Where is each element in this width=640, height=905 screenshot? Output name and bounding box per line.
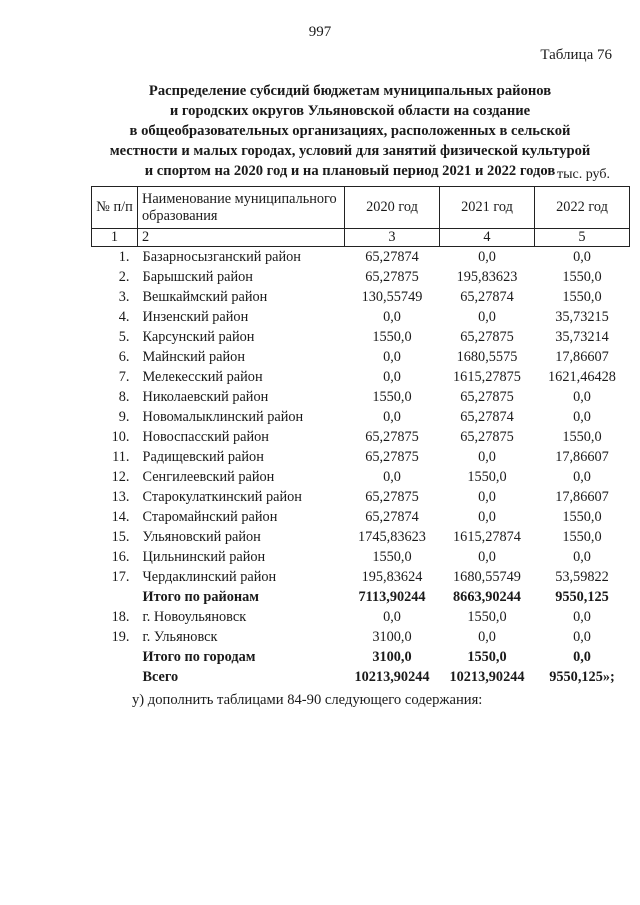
- title-line: и городских округов Ульяновской области на создание: [169, 103, 531, 119]
- row-number: 2.: [118, 269, 130, 285]
- table-row: [92, 387, 630, 407]
- title-line: в общеобразовательных организациях, расположенных в сельской: [129, 123, 571, 139]
- value-2021: 65,27874: [460, 409, 514, 425]
- value-2022: 0,0: [573, 609, 591, 625]
- row-number: 12.: [111, 469, 130, 485]
- value-2022: 17,86607: [555, 349, 609, 365]
- value-2021: 1680,55749: [453, 569, 521, 585]
- row-number: [92, 587, 138, 607]
- row-number: 15.: [111, 529, 130, 545]
- value-2021: 0,0: [478, 449, 496, 465]
- row-name: Старомайнский район: [142, 509, 278, 525]
- value-2020: 0,0: [383, 309, 401, 325]
- value-2020: 3100,0: [372, 629, 412, 645]
- value-2020: 1745,83623: [358, 529, 426, 545]
- table-row: [92, 287, 630, 307]
- row-number: 16.: [111, 549, 130, 565]
- value-2021: 1550,0: [467, 609, 507, 625]
- value-2020: 1550,0: [372, 549, 412, 565]
- table-row: [92, 627, 630, 647]
- row-name: Вешкаймский район: [142, 289, 268, 305]
- column-number: 4: [440, 229, 535, 247]
- value-2022: 0,0: [573, 409, 591, 425]
- row-name: Ульяновский район: [142, 529, 261, 545]
- table-row: [92, 507, 630, 527]
- row-name: г. Ульяновск: [142, 629, 218, 645]
- row-number: 6.: [118, 349, 130, 365]
- row-number: 14.: [111, 509, 130, 525]
- value-2020: 65,27875: [365, 489, 419, 505]
- row-number: 18.: [111, 609, 130, 625]
- row-number: 17.: [111, 569, 130, 585]
- value-2021: 1615,27874: [453, 529, 521, 545]
- value-2022: 35,73215: [555, 309, 609, 325]
- row-name: Чердаклинский район: [142, 569, 277, 585]
- value-2020: 0,0: [383, 609, 401, 625]
- row-name: Инзенский район: [142, 309, 249, 325]
- row-name: Цильнинский район: [142, 549, 266, 565]
- table-row: [92, 427, 630, 447]
- row-number: 3.: [118, 289, 130, 305]
- value-2020: 65,27875: [365, 429, 419, 445]
- row-name: Майнский район: [142, 349, 245, 365]
- table-row: [92, 307, 630, 327]
- value-2021: 65,27875: [460, 429, 514, 445]
- row-number: 7.: [118, 369, 130, 385]
- table-row: [92, 407, 630, 427]
- value-2022: 1621,46428: [548, 369, 616, 385]
- table-row: [92, 247, 630, 268]
- row-name: Мелекесский район: [142, 369, 263, 385]
- value-2021: 8663,90244: [453, 589, 521, 605]
- value-2020: 195,83624: [361, 569, 423, 585]
- row-number: 8.: [118, 389, 130, 405]
- row-number: [92, 667, 138, 687]
- value-2021: 1680,5575: [456, 349, 518, 365]
- value-2021: 65,27875: [460, 329, 514, 345]
- row-name: Базарносызганский район: [142, 249, 301, 265]
- column-number: 3: [345, 229, 440, 247]
- value-2020: 65,27875: [365, 269, 419, 285]
- table-row: [92, 347, 630, 367]
- row-name: Николаевский район: [142, 389, 269, 405]
- value-2020: 0,0: [383, 469, 401, 485]
- value-2022: 35,73214: [555, 329, 609, 345]
- value-2022: 17,86607: [555, 489, 609, 505]
- title-line: Распределение субсидий бюджетам муниципальных районов: [148, 83, 552, 99]
- column-numbers-row: [92, 229, 630, 247]
- table-row: [92, 327, 630, 347]
- header-2020: 2020 год: [345, 187, 440, 229]
- value-2021: 0,0: [478, 509, 496, 525]
- value-2020: 65,27875: [365, 449, 419, 465]
- row-name: Всего: [142, 669, 179, 685]
- value-2022: 0,0: [573, 649, 591, 665]
- row-number: [92, 647, 138, 667]
- value-2021: 10213,90244: [449, 669, 525, 685]
- row-name: Радищевский район: [142, 449, 264, 465]
- value-2020: 3100,0: [372, 649, 412, 665]
- value-2022: 0,0: [573, 249, 591, 265]
- value-2020: 0,0: [383, 369, 401, 385]
- row-name: г. Новоульяновск: [142, 609, 247, 625]
- table-row: [92, 467, 630, 487]
- value-2020: 65,27874: [365, 249, 419, 265]
- table-total-row: [92, 587, 630, 607]
- header-2021: 2021 год: [440, 187, 535, 229]
- header-num: № п/п: [92, 187, 138, 229]
- row-name: Новомалыклинский район: [142, 409, 304, 425]
- value-2022: 53,59822: [555, 569, 609, 585]
- header-2022: 2022 год: [535, 187, 630, 229]
- row-number: 19.: [111, 629, 130, 645]
- value-2020: 1550,0: [372, 389, 412, 405]
- value-2022: 17,86607: [555, 449, 609, 465]
- value-2020: 0,0: [383, 409, 401, 425]
- row-number: 4.: [118, 309, 130, 325]
- table-row: [92, 567, 630, 587]
- value-2022: 9550,125: [555, 589, 609, 605]
- table-row: [92, 547, 630, 567]
- table-body: [92, 247, 630, 688]
- value-2021: 0,0: [478, 629, 496, 645]
- row-name: Итого по районам: [142, 589, 260, 605]
- table-row: [92, 527, 630, 547]
- value-2022: 0,0: [573, 629, 591, 645]
- value-2022: 1550,0: [562, 509, 602, 525]
- value-2022: 0,0: [573, 469, 591, 485]
- table-total-row: [92, 667, 630, 687]
- value-2021: 1550,0: [467, 469, 507, 485]
- column-number: 2: [138, 229, 345, 247]
- units-label: тыс. руб.: [557, 167, 610, 182]
- value-2022: 1550,0: [562, 289, 602, 305]
- value-2020: 1550,0: [372, 329, 412, 345]
- value-2022: 9550,125»;: [549, 669, 615, 685]
- table-total-row: [92, 647, 630, 667]
- value-2021: 65,27874: [460, 289, 514, 305]
- value-2021: 0,0: [478, 549, 496, 565]
- row-number: 5.: [118, 329, 130, 345]
- row-number: 11.: [112, 449, 130, 465]
- table-row: [92, 367, 630, 387]
- row-name: Карсунский район: [142, 329, 255, 345]
- row-name: Старокулаткинский район: [142, 489, 302, 505]
- value-2020: 65,27874: [365, 509, 419, 525]
- value-2022: 1550,0: [562, 269, 602, 285]
- value-2020: 7113,90244: [358, 589, 426, 605]
- column-number: 5: [535, 229, 630, 247]
- value-2022: 0,0: [573, 389, 591, 405]
- value-2021: 0,0: [478, 309, 496, 325]
- table-row: [92, 267, 630, 287]
- row-name: Сенгилеевский район: [142, 469, 275, 485]
- value-2022: 1550,0: [562, 429, 602, 445]
- value-2020: 10213,90244: [354, 669, 430, 685]
- row-name: Барышский район: [142, 269, 253, 285]
- row-name: Итого по городам: [142, 649, 256, 665]
- title-line: местности и малых городах, условий для занятий физической культурой: [109, 143, 591, 159]
- row-number: 1.: [118, 249, 130, 265]
- document-title: [90, 81, 610, 181]
- table-row: [92, 487, 630, 507]
- closing-text: у) дополнить таблицами 84-90 следующего содержания:: [132, 692, 483, 708]
- value-2020: 0,0: [383, 349, 401, 365]
- table-row: [92, 447, 630, 467]
- page-number: 997: [308, 24, 332, 40]
- value-2021: 195,83623: [456, 269, 518, 285]
- table-label: Таблица 76: [540, 47, 612, 63]
- value-2020: 130,55749: [361, 289, 423, 305]
- row-number: 9.: [118, 409, 130, 425]
- value-2021: 1615,27875: [453, 369, 521, 385]
- value-2022: 0,0: [573, 549, 591, 565]
- value-2021: 65,27875: [460, 389, 514, 405]
- header-name: Наименование муниципального образования: [138, 187, 345, 229]
- column-number: 1: [92, 229, 138, 247]
- row-name: Новоспасский район: [142, 429, 269, 445]
- value-2021: 0,0: [478, 489, 496, 505]
- title-line: и спортом на 2020 год и на плановый период 2021 и 2022 годов: [144, 163, 556, 179]
- table-row: [92, 607, 630, 627]
- row-number: 13.: [111, 489, 130, 505]
- subsidy-table: [91, 186, 630, 687]
- table-header-row: [92, 187, 630, 229]
- value-2022: 1550,0: [562, 529, 602, 545]
- value-2021: 1550,0: [467, 649, 507, 665]
- row-number: 10.: [111, 429, 130, 445]
- value-2021: 0,0: [478, 249, 496, 265]
